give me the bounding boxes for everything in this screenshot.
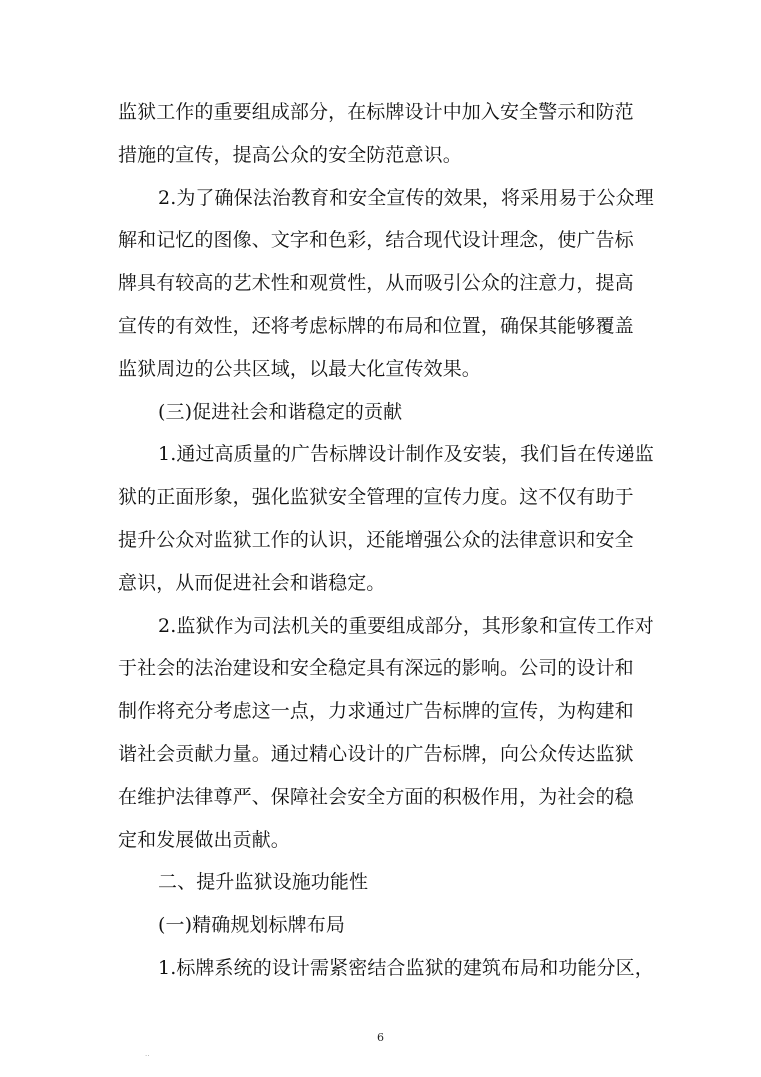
text-line: 2.为了确保法治教育和安全宣传的效果，将采用易于公众理 [158, 186, 654, 209]
text-line: 谐社会贡献力量。通过精心设计的广告标牌，向公众传达监狱 [118, 742, 634, 765]
text-line: 2.监狱作为司法机关的重要组成部分，其形象和宣传工作对 [158, 614, 654, 637]
text-line: 牌具有较高的艺术性和观赏性，从而吸引公众的注意力，提高 [118, 272, 634, 295]
text-line: 定和发展做出贡献。 [118, 828, 290, 851]
body-text [118, 91, 654, 990]
text-line: 措施的宣传，提高公众的安全防范意识。 [118, 143, 462, 166]
text-line: (三)促进社会和谐稳定的贡献 [158, 400, 403, 423]
text-line: 在维护法律尊严、保障社会安全方面的积极作用，为社会的稳 [118, 785, 634, 808]
text-line: 监狱周边的公共区域，以最大化宣传效果。 [118, 357, 481, 380]
text-line: 制作将充分考虑这一点，力求通过广告标牌的宣传，为构建和 [118, 700, 634, 723]
text-line: 1.通过高质量的广告标牌设计制作及安装，我们旨在传递监 [158, 443, 654, 466]
text-line: 提升公众对监狱工作的认识，还能增强公众的法律意识和安全 [118, 528, 634, 551]
text-line: (一)精确规划标牌布局 [158, 914, 345, 937]
text-line: 解和记忆的图像、文字和色彩，结合现代设计理念，使广告标 [118, 229, 634, 252]
footer-mark: .. [145, 1050, 150, 1058]
text-line: 二、提升监狱设施功能性 [158, 871, 369, 894]
text-line: 狱的正面形象，强化监狱安全管理的宣传力度。这不仅有助于 [118, 486, 634, 509]
text-line: 宣传的有效性，还将考虑标牌的布局和位置，确保其能够覆盖 [118, 314, 634, 337]
text-line: 意识，从而促进社会和谐稳定。 [118, 571, 386, 594]
text-line: 于社会的法治建设和安全稳定具有深远的影响。公司的设计和 [118, 657, 634, 680]
page-number: 6 [377, 1031, 384, 1044]
text-line: 1.标牌系统的设计需紧密结合监狱的建筑布局和功能分区， [158, 956, 654, 979]
text-line: 监狱工作的重要组成部分，在标牌设计中加入安全警示和防范 [118, 101, 634, 123]
